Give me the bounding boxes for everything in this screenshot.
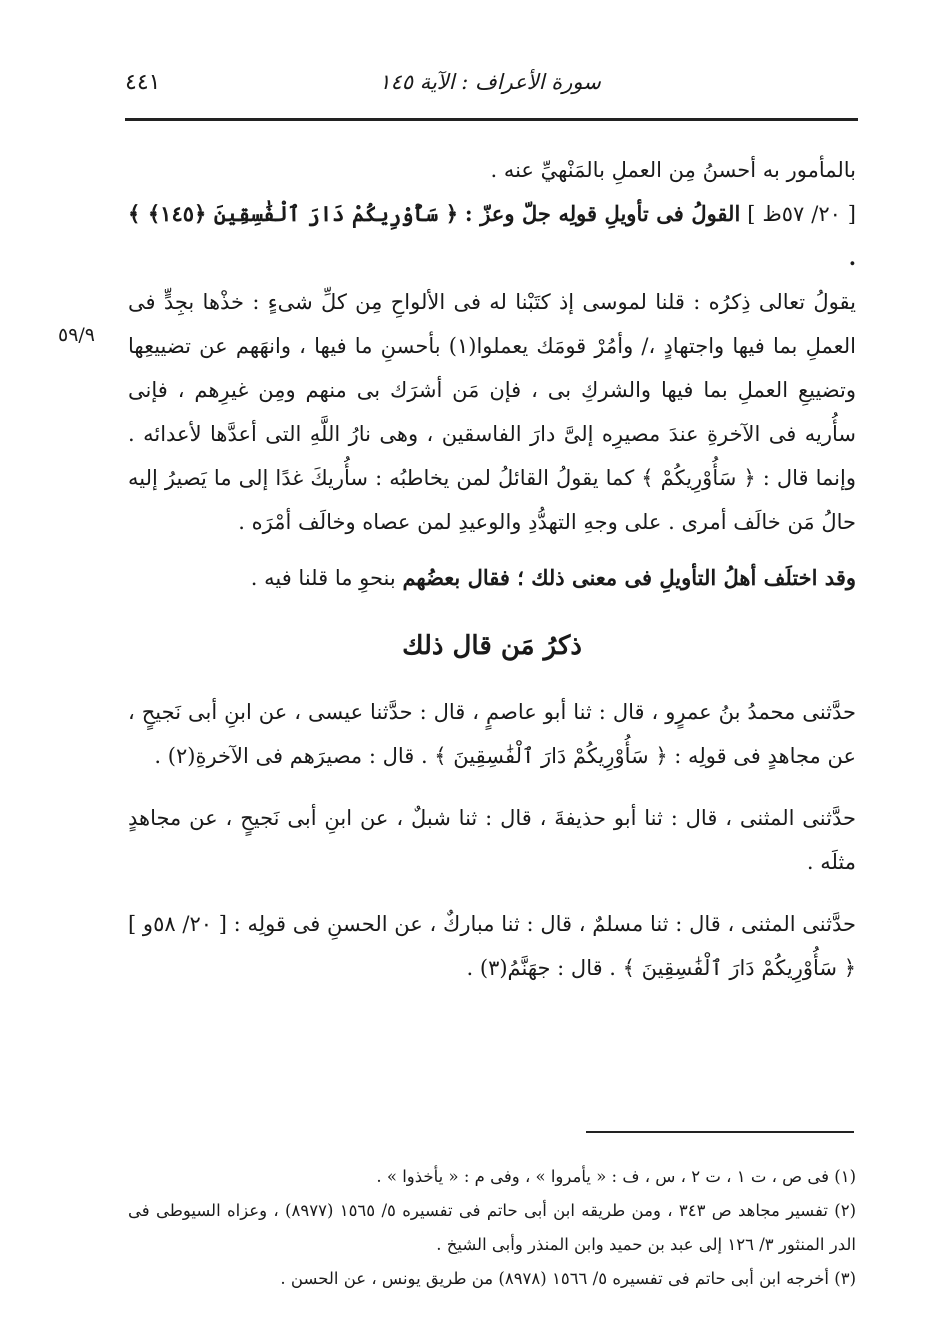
paragraph <box>128 556 856 600</box>
quran-verse: ﴿ سَأُوْرِيكُمْ دَارَ ٱلْفَٰسِقِينَ ﴿١٤٥﴾ ﴾ . <box>128 201 856 270</box>
main-text <box>128 148 856 990</box>
footnotes <box>128 1160 856 1296</box>
running-title: سورة الأعراف : الآية ١٤٥ <box>379 70 601 94</box>
paragraph: حدَّثنى المثنى ، قال : ثنا أبو حذيفةَ ، قال : ثنا شبلٌ ، عن ابنِ أبى نَجيحٍ ، عن مجاهدٍ مثلَه . <box>128 806 856 874</box>
bold-lead: وقد اختلَف أهلُ التأويلِ فى معنى ذلك ؛ فقال بعضُهم <box>402 565 856 590</box>
header-divider <box>125 118 858 121</box>
page-number: ٤٤١ <box>125 69 161 95</box>
paragraph: بالمأمور به أحسنُ مِن العملِ بالمَنْهيِّ عنه . <box>490 158 856 182</box>
footnote: (١) فى ص ، ت ١ ، ت ٢ ، س ، ف : « يأمروا » ، وفى م : « يأخذوا » . <box>376 1167 856 1186</box>
page-header <box>125 62 855 102</box>
paragraph: حدَّثنى محمدُ بنُ عمرٍو ، قال : ثنا أبو عاصمٍ ، قال : حدَّثنا عيسى ، عن ابنِ أبى نَجيحٍ ، عن مجاهدٍ فى قولِه : ﴿ سَأُوْرِيكُمْ دَارَ ٱلْفَٰسِقِينَ ﴾ . قال : مصيرَهم فى الآخرةِ(٢) . <box>128 700 856 768</box>
paragraph-text: بنحوِ ما قلنا فيه . <box>250 566 396 590</box>
paragraph: يقولُ تعالى ذِكرُه : قلنا لموسى إذ كتَبْنا له فى الألواحِ مِن كلِّ شىءٍ : خذْها بجِدٍّ فى العملِ بما فيها واجتهادٍ ،/ وأمُرْ قومَك يعملوا(١) بأحسنِ ما فيها ، وانهَهم عن تضييعِها وتضييعِ العملِ بما فيها والشركِ بى ، فإن مَن أشرَك بى منهم ومِن غيرِهم ، فإنى سأُريه فى الآخرةِ عندَ مصيرِه إلىَّ دارَ الفاسقين ، وهى نارُ اللَّهِ التى أعدَّها لأعدائه . وإنما قال : ﴿ سَأُوْرِيكُمْ ﴾ كما يقولُ القائلُ لمن يخاطبُه : سأُريكَ غدًا إلى ما يَصيرُ إليه حالُ مَن خالَف أمرى . على وجهِ التهدُّدِ والوعيدِ لمن عصاه وخالَف أمْرَه . <box>128 290 856 534</box>
footnote-divider <box>586 1131 854 1133</box>
folio-reference: [ ٢٠/ ٥٧ظ ] <box>747 202 856 226</box>
footnote: (٣) أخرجه ابن أبى حاتم فى تفسيره ٥/ ١٥٦٦ (٨٩٧٨) من طريق يونس ، عن الحسن . <box>280 1269 856 1288</box>
section-title: القولُ فى تأويلِ قولِه جلّ وعزّ : <box>464 201 741 226</box>
paragraph: حدَّثنى المثنى ، قال : ثنا مسلمٌ ، قال : ثنا مباركٌ ، عن الحسنِ فى قولِه : [ ٢٠/ ٥٨و ] ﴿ سَأُوْرِيكُمْ دَارَ ٱلْفَٰسِقِينَ ﴾ . قال : جهَنَّمُ(٣) . <box>128 912 856 980</box>
footnote: (٢) تفسير مجاهد ص ٣٤٣ ، ومن طريقه ابن أبى حاتم فى تفسيره ٥/ ١٥٦٥ (٨٩٧٧) ، وعزاه السيوطى فى الدر المنثور ٣/ ١٢٦ إلى عبد بن حميد وابن المنذر وأبى الشيخ . <box>128 1201 856 1254</box>
paragraph-heading <box>128 192 856 280</box>
section-heading: ذكرُ مَن قال ذلك <box>402 631 582 661</box>
margin-reference: ٥٩/٩ <box>58 324 96 346</box>
